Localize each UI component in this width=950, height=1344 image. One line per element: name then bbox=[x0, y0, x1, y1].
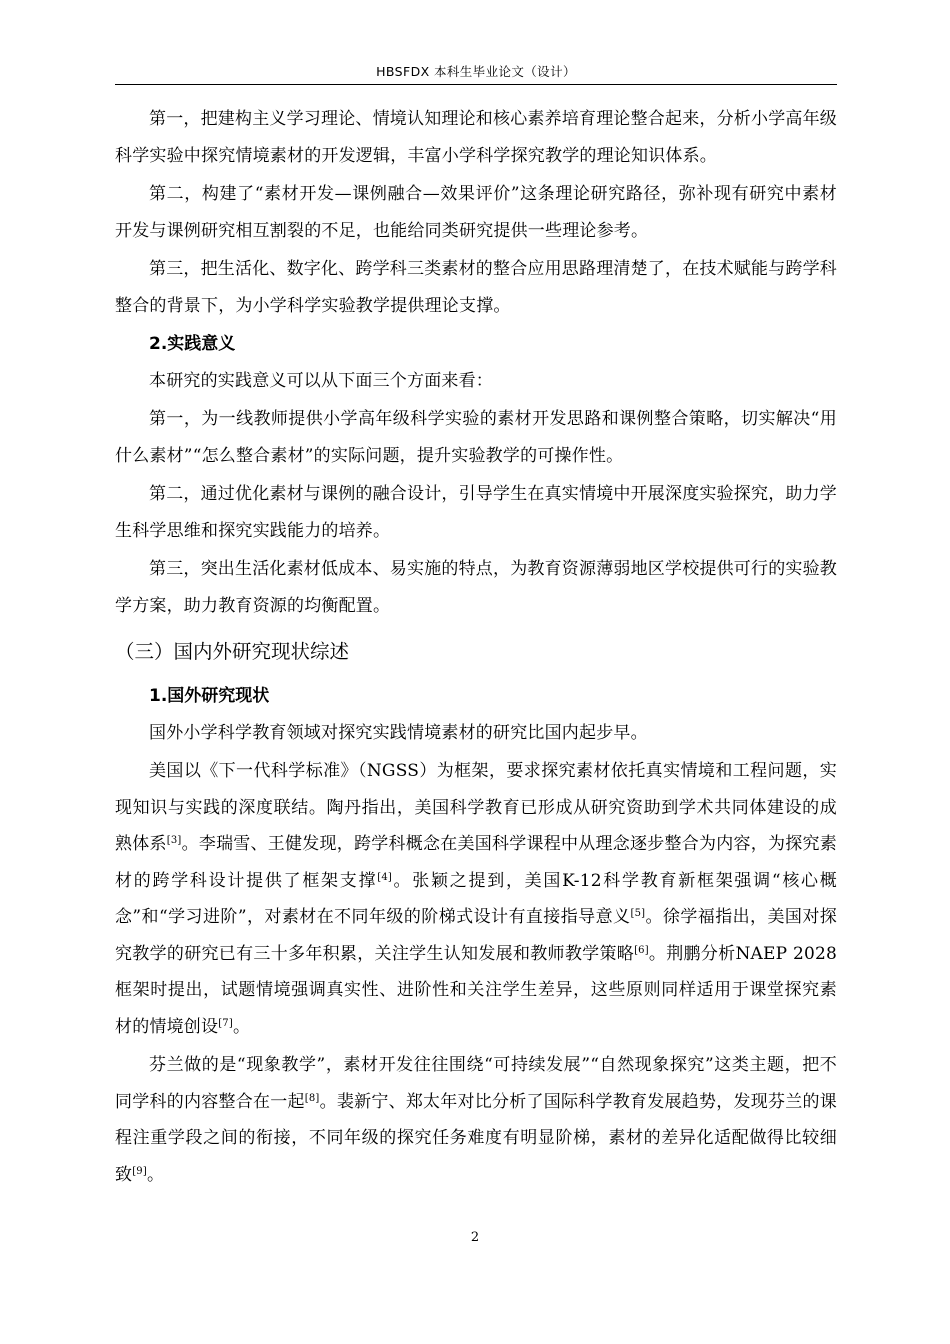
paragraph-practice-intro: 本研究的实践意义可以从下面三个方面来看： bbox=[149, 370, 493, 391]
text-run: 。 bbox=[232, 1016, 251, 1037]
citation-ref-7: [7] bbox=[218, 1017, 233, 1029]
citation-ref-9: [9] bbox=[132, 1165, 147, 1177]
citation-ref-6: [6] bbox=[634, 944, 649, 956]
text-run: 。 bbox=[146, 1164, 165, 1185]
running-header: HBSFDX 本科生毕业论文（设计） bbox=[115, 62, 837, 85]
paragraph-theory-1: 第一，把建构主义学习理论、情境认知理论和核心素养培育理论整合起来，分析小学高年级科学实验中探究情境素材的开发逻辑，丰富小学科学探究教学的理论知识体系。 bbox=[115, 109, 837, 166]
paragraph-foreign-intro: 国外小学科学教育领域对探究实践情境素材的研究比国内起步早。 bbox=[149, 722, 648, 743]
text-run: 。徐学福指出，美国对探究教学的研究已有三十多年积累，关注学生认知发展和教师教学策略 bbox=[115, 907, 837, 964]
text-run: 。裴新宁、郑太年对比分析了国际科学教育发展趋势，发现芬兰的课程注重学段之间的衔接，不同年级的探究任务难度有明显阶梯，素材的差异化适配做得比较细致 bbox=[115, 1091, 838, 1185]
citation-ref-4: [4] bbox=[377, 871, 393, 883]
paragraph-theory-3: 第三，把生活化、数字化、跨学科三类素材的整合应用思路理清楚了，在技术赋能与跨学科整合的背景下，为小学科学实验教学提供理论支撑。 bbox=[115, 259, 837, 316]
paragraph-finland-research bbox=[115, 1047, 837, 1193]
paragraph-theory-2: 第二，构建了“素材开发—课例融合—效果评价”这条理论研究路径，弥补现有研究中素材开发与课例研究相互割裂的不足，也能给同类研究提供一些理论参考。 bbox=[115, 184, 837, 241]
paragraph-practice-2: 第二，通过优化素材与课例的融合设计，引导学生在真实情境中开展深度实验探究，助力学生科学思维和探究实践能力的培养。 bbox=[115, 484, 837, 541]
citation-ref-8: [8] bbox=[304, 1092, 320, 1104]
page-body bbox=[115, 101, 837, 1195]
section-heading-research-status: （三）国内外研究现状综述 bbox=[115, 640, 350, 663]
heading-practical-significance: 2.实践意义 bbox=[149, 334, 236, 354]
citation-ref-5: [5] bbox=[630, 908, 646, 919]
text-run: 芬兰做的是“现象教学”，素材开发往往围绕“可持续发展”“自然现象探究”这类主题，把不同学科的内容整合在一起 bbox=[115, 1055, 837, 1112]
heading-foreign-status: 1.国外研究现状 bbox=[149, 686, 270, 706]
paragraph-practice-1: 第一，为一线教师提供小学高年级科学实验的素材开发思路和课例整合策略，切实解决“用什么素材”“怎么整合素材”的实际问题，提升实验教学的可操作性。 bbox=[115, 409, 837, 466]
text-run: 。荆鹏分析NAEP 2028框架时提出，试题情境强调真实性、进阶性和关注学生差异，这些原则同样适用于课堂探究素材的情境创设 bbox=[115, 943, 838, 1037]
text-run: 。张颖之提到，美国K-12科学教育新框架强调“核心概念”和“学习进阶”，对素材在不同年级的阶梯式设计有直接指导意义 bbox=[115, 870, 837, 927]
paragraph-practice-3: 第三，突出生活化素材低成本、易实施的特点，为教育资源薄弱地区学校提供可行的实验教学方案，助力教育资源的均衡配置。 bbox=[115, 559, 837, 616]
citation-ref-3: [3] bbox=[166, 835, 182, 846]
page-number: 2 bbox=[470, 1230, 480, 1245]
text-run: 美国以《下一代科学标准》（NGSS）为框架，要求探究素材依托真实情境和工程问题，实现知识与实践的深度联结。陶丹指出，美国科学教育已形成从研究资助到学术共同体建设的成熟体系 bbox=[115, 761, 837, 854]
text-run: 。李瑞雪、王健发现，跨学科概念在美国科学课程中从理念逐步整合为内容，为探究素材的跨学科设计提供了框架支撑 bbox=[115, 834, 837, 891]
paragraph-usa-research bbox=[115, 753, 837, 1045]
